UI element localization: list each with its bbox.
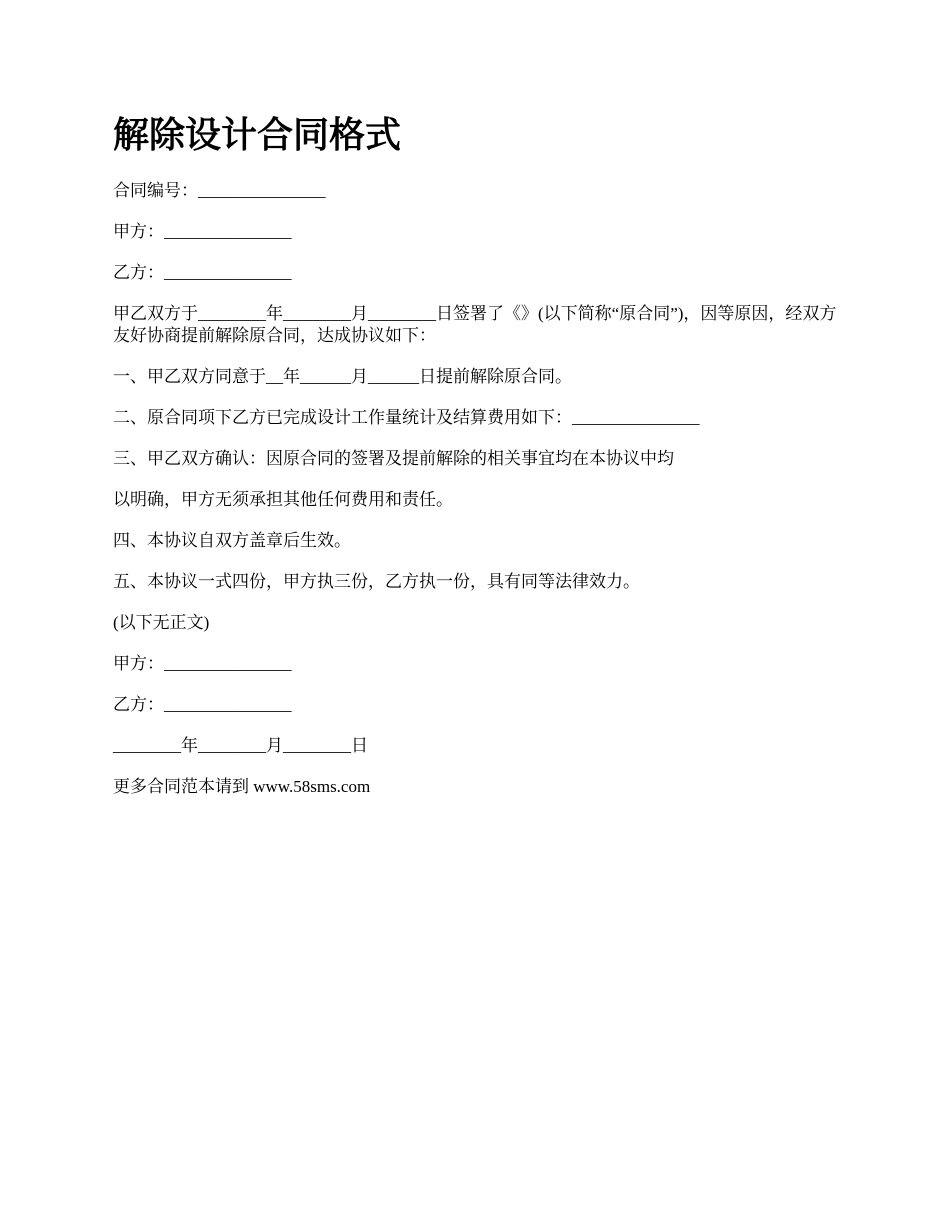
signature-party-a: 甲方：_______________ xyxy=(113,654,292,673)
party-b-line: 乙方：_______________ xyxy=(113,263,292,282)
intro-paragraph: 甲乙双方于________年________月________日签署了《》(以下简称“原合同”)，因等原因，经双方友好协商提前解除原合同，达成协议如下： xyxy=(113,304,837,345)
signature-party-b: 乙方：_______________ xyxy=(113,695,292,714)
contract-number-line: 合同编号：_______________ xyxy=(113,181,326,200)
signature-date: ________年________月________日 xyxy=(113,736,368,755)
footer-link-text: 更多合同范本请到 www.58sms.com xyxy=(113,777,371,796)
clause-3: 三、甲乙双方确认：因原合同的签署及提前解除的相关事宜均在本协议中均 xyxy=(113,449,674,468)
no-further-text: (以下无正文) xyxy=(113,613,210,632)
clause-2: 二、原合同项下乙方已完成设计工作量统计及结算费用如下：_______________ xyxy=(113,408,700,427)
clause-3-continued: 以明确，甲方无须承担其他任何费用和责任。 xyxy=(113,490,453,509)
clause-4: 四、本协议自双方盖章后生效。 xyxy=(113,531,351,550)
clause-1: 一、甲乙双方同意于__年______月______日提前解除原合同。 xyxy=(113,367,572,386)
party-a-line: 甲方：_______________ xyxy=(113,222,292,241)
clause-5: 五、本协议一式四份，甲方执三份，乙方执一份，具有同等法律效力。 xyxy=(113,572,640,591)
document-page xyxy=(113,112,838,817)
document-title: 解除设计合同格式 xyxy=(113,115,402,156)
